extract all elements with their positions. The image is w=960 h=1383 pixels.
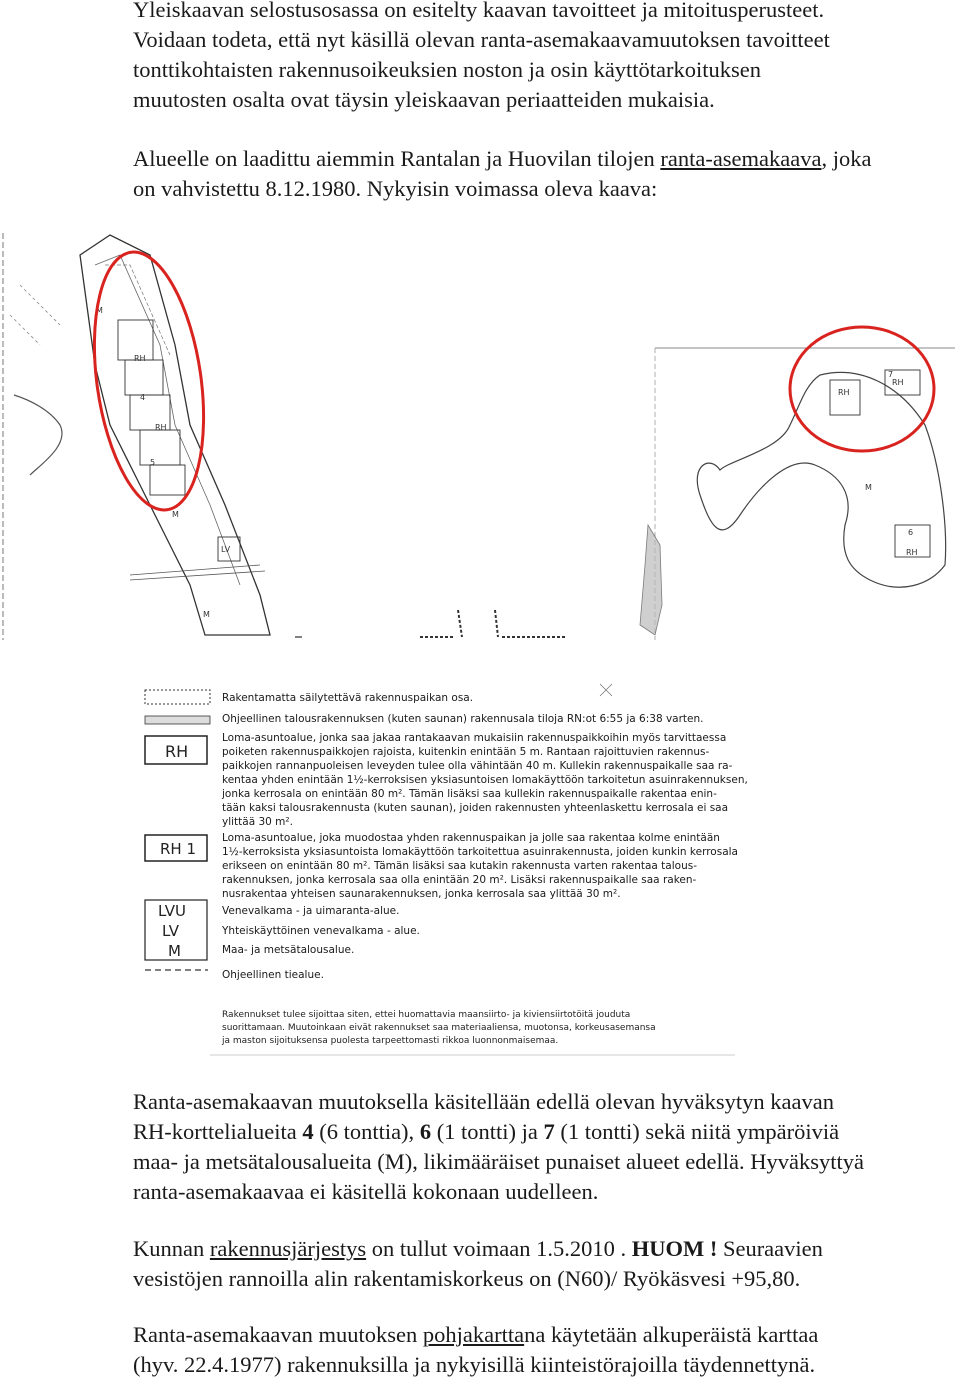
legend-rh-line-6: tään kaksi talousrakennusta (kuten saunan), joiden rakennusten yhteenlaskettu kerrosala ei saa [222,802,729,814]
huom-note: HUOM ! [631,1236,718,1261]
building-code-paragraph [133,1234,823,1294]
legend-rh-line-5: jonka kerrosala on enintään 80 m². Tämän lisäksi saa kullekin rakennuspaikalle rakentaa enin- [222,788,717,800]
map-label-rh-2: RH [155,423,167,432]
legend-text-sauna-area: Ohjeellinen talousrakennuksen (kuten saunan) rakennusala tiloja RN:ot 6:55 ja 6:38 varten. [222,713,704,725]
plan-history-paragraph [133,144,872,204]
intro-line-3: tonttikohtaisten rakennusoikeuksien noston ja osin käyttötarkoituksen [133,57,762,82]
map-label-m-3: M [203,610,210,619]
map-label-rh-right-3: RH [906,548,918,557]
map-label-rh-right-2: RH [892,378,904,387]
code-line-1c: Seuraavien [717,1236,823,1261]
map-label-m-1: M [96,306,103,315]
intro-line-4: muutosten osalta ovat täysin yleiskaavan periaatteiden mukaisia. [133,87,715,112]
code-line-1a: Kunnan [133,1236,210,1261]
legend-footer-line-2: suorittamaan. Muutoinkaan eivät rakennukset saa materiaaliensa, muotonsa, korkeusasemansa [222,1023,656,1033]
intro-line-1: Yleiskaavan selostusosassa on esitelty kaavan tavoitteet ja mitoitusperusteet. [133,0,825,22]
plan-legend [0,660,960,1060]
legend-symbol-lv: LV [162,922,179,940]
map-label-m-right: M [865,483,872,492]
scope-line-2c: (6 tonttia), [313,1119,420,1144]
scope-line-2a: RH-korttelialueita [133,1119,303,1144]
legend-rh-line-4: kentaa yhden enintään 1½-kerroksisen yksiasuntoisen lomakäyttöön tarkoitetun asuinrakennuksen, [222,774,748,786]
legend-rh1-line-5: nusrakentaa yhteisen saunarakennuksen, jonka kerrosala saa ylittää 30 m². [222,888,621,900]
legend-text-lv: Yhteiskäyttöinen venevalkama - alue. [222,925,420,937]
basemap-line-1a: Ranta-asemakaavan muutoksen [133,1322,423,1347]
legend-rh1-line-1: Loma-asuntoalue, joka muodostaa yhden rakennuspaikan ja jolle saa rakentaa kolme enintään [222,832,720,844]
highlight-circle-right [790,327,934,451]
change-scope-paragraph [133,1087,864,1207]
legend-symbol-m: M [168,942,181,960]
basemap-line-2: (hyv. 22.4.1977) rakennuksilla ja nykyisillä kiinteistörajoilla täydennettynä. [133,1352,816,1377]
scope-line-2d: (1 tontti) ja [431,1119,544,1144]
legend-rh-line-2: poiketen rakennuspaikkojen rajoista, kuitenkin enintään 5 m. Rantaan rajoittuvien rakennus- [222,746,710,758]
pohjakartta-link[interactable]: pohjakartta [422,1322,525,1347]
legend-rh-line-7: ylittää 30 m². [222,816,293,828]
legend-rh1-line-2: 1½-kerroksista yksiasuntoista lomakäyttöön tarkoitettua asuinrakennusta, joiden kunkin kerrosala [222,846,738,858]
base-map-paragraph [133,1320,818,1380]
block-number-4: 4 [302,1119,314,1144]
plan-map [0,225,960,645]
legend-rh1-line-4: rakennuksen, jonka kerrosala saa olla enintään 20 m². Lisäksi rakennuspaikalle saa raken- [222,874,697,886]
rakennusjarjestys-link[interactable]: rakennusjärjestys [209,1236,367,1261]
map-label-m-2: M [172,510,179,519]
map-number-4: 4 [140,393,146,402]
intro-paragraph [133,0,830,115]
history-line-1-end: , joka [821,146,872,171]
scope-line-3: maa- ja metsätalousalueita (M), likimääräiset punaiset alueet edellä. Hyväksyttyä [133,1149,864,1174]
legend-text-m: Maa- ja metsätalousalue. [222,944,355,956]
legend-footer-line-3: ja maston sijoituksensa puolesta tarpeettomasti rikkoa luonnonmaisemaa. [222,1036,559,1046]
legend-rh-line-3: paikkojen rannanpuoleisen leveyden tulee olla vähintään 40 m. Kullekin rakennuspaikalle saa ra- [222,760,733,772]
map-label-rh-right-1: RH [838,388,850,397]
map-number-6: 6 [908,528,914,537]
legend-footer-line-1: Rakennukset tulee sijoittaa siten, ettei huomattavia maansiirto- ja kiviensiirtotöitä jouduta [222,1010,631,1020]
legend-text-road: Ohjeellinen tiealue. [222,969,324,981]
code-line-2: vesistöjen rannoilla alin rakentamiskorkeus on (N60)/ Ryökäsvesi +95,80. [133,1266,801,1291]
scope-line-1: Ranta-asemakaavan muutoksella käsitellään edellä olevan hyväksytyn kaavan [133,1089,834,1114]
code-line-1b: on tullut voimaan 1.5.2010 . [366,1236,632,1261]
legend-rh-line-1: Loma-asuntoalue, jonka saa jakaa rantakaavan mukaisiin rakennuspaikkoihin myös tarvittaessa [222,732,727,744]
shoreline [14,395,62,475]
history-line-1-text: Alueelle on laadittu aiemmin Rantalan ja Huovilan tilojen [133,146,661,171]
basemap-line-1b: na käytetään alkuperäistä karttaa [524,1322,819,1347]
block-number-6: 6 [419,1119,432,1144]
map-label-lv: LV [221,545,231,554]
block-number-7: 7 [543,1119,555,1144]
map-number-7: 7 [888,370,894,379]
scope-line-4: ranta-asemakaavaa ei käsitellä kokonaan uudelleen. [133,1179,599,1204]
legend-rh1-line-3: erikseen on enintään 80 m². Tämän lisäksi saa kutakin rakennusta varten rakentaa talous- [222,860,697,872]
legend-symbol-lvu: LVU [158,902,186,920]
map-label-rh-1: RH [134,354,146,363]
legend-text-lvu: Venevalkama - ja uimaranta-alue. [222,905,400,917]
map-number-5: 5 [150,458,156,467]
scope-line-2e: (1 tontti) sekä niitä ympäröiviä [554,1119,840,1144]
intro-line-2: Voidaan todeta, että nyt käsillä olevan ranta-asemakaavamuutoksen tavoitteet [133,27,830,52]
history-line-2: on vahvistettu 8.12.1980. Nykyisin voimassa oleva kaava: [133,176,658,201]
ranta-asemakaava-link[interactable]: ranta-asemakaava [660,146,822,171]
legend-text-unbuilt: Rakentamatta säilytettävä rakennuspaikan osa. [222,692,474,704]
legend-symbol-rh: RH [165,742,189,761]
legend-symbol-rh1: RH 1 [160,840,197,858]
